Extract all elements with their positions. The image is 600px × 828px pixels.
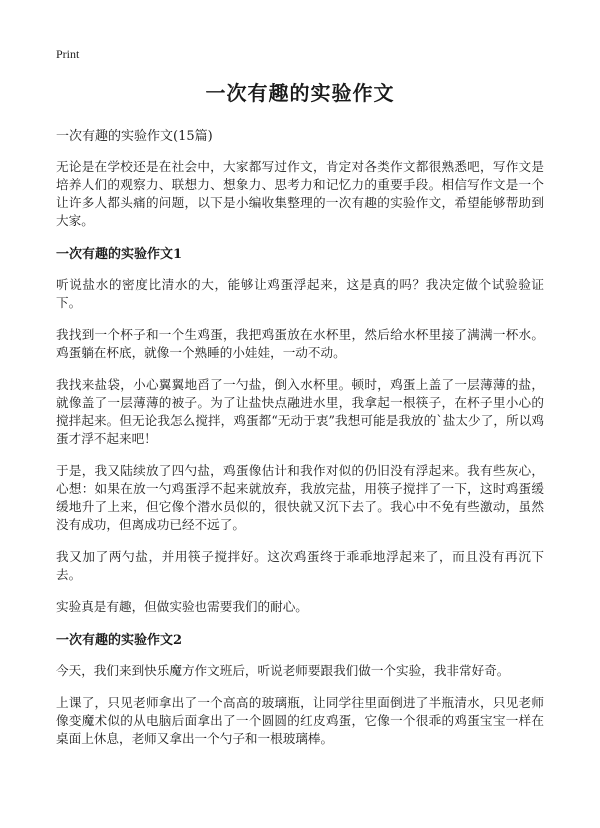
paragraph: 我找来盐袋，小心翼翼地舀了一勺盐，倒入水杯里。顿时，鸡蛋上盖了一层薄薄的盐，就像盖了一层薄薄的被子。为了让盐快点融进水里，我拿起一根筷子，在杯子里小心的搅拌起来。但无论我怎么搅拌，鸡蛋都“无动于衷”我想可能是我放的`盐太少了，所以鸡蛋才浮不起来吧！: [56, 377, 544, 446]
paragraph: 今天，我们来到快乐魔方作文班后，听说老师要跟我们做一个实验，我非常好奇。: [56, 663, 510, 678]
intro-paragraph: 无论是在学校还是在社会中，大家都写过作文，肯定对各类作文都很熟悉吧，写作文是培养人们的观察力、联想力、想象力、思考力和记忆力的重要手段。相信写作文是一个让许多人都头痛的问题，以下是小编收集整理的一次有趣的实验作文，希望能够帮助到大家。: [56, 159, 544, 228]
paragraph: 我又加了两勺盐，并用筷子搅拌好。这次鸡蛋终于乖乖地浮起来了，而且没有再沉下去。: [56, 549, 544, 582]
paragraph: 于是，我又陆续放了四勺盐，鸡蛋像估计和我作对似的仍旧没有浮起来。我有些灰心，心想：如果在放一勺鸡蛋浮不起来就放弃，我放完盐，用筷子搅拌了一下，这时鸡蛋缓缓地升了上来，但它像个潜水员似的，很快就又沉下去了。我心中不免有些激动，虽然没有成功，但离成功已经不远了。: [56, 463, 544, 532]
section-heading-2: 一次有趣的实验作文2: [56, 633, 183, 648]
document-subtitle: 一次有趣的实验作文(15篇): [56, 129, 213, 144]
paragraph: 我找到一个杯子和一个生鸡蛋，我把鸡蛋放在水杯里，然后给水杯里接了满满一杯水。鸡蛋躺在杯底，就像一个熟睡的小娃娃，一动不动。: [56, 327, 544, 360]
print-link[interactable]: Print: [56, 47, 80, 61]
section-heading-1: 一次有趣的实验作文1: [56, 247, 183, 262]
page-title: 一次有趣的实验作文: [205, 81, 395, 105]
paragraph: 实验真是有趣，但做实验也需要我们的耐心。: [56, 599, 308, 614]
paragraph: 听说盐水的密度比清水的大，能够让鸡蛋浮起来，这是真的吗？我决定做个试验验证下。: [56, 277, 544, 310]
paragraph: 上课了，只见老师拿出了一个高高的玻璃瓶，让同学往里面倒进了半瓶清水，只见老师像变魔术似的从电脑后面拿出了一个圆圆的红皮鸡蛋，它像一个很乖的鸡蛋宝宝一样在桌面上休息，老师又拿出一个勺子和一根玻璃棒。: [56, 695, 544, 746]
